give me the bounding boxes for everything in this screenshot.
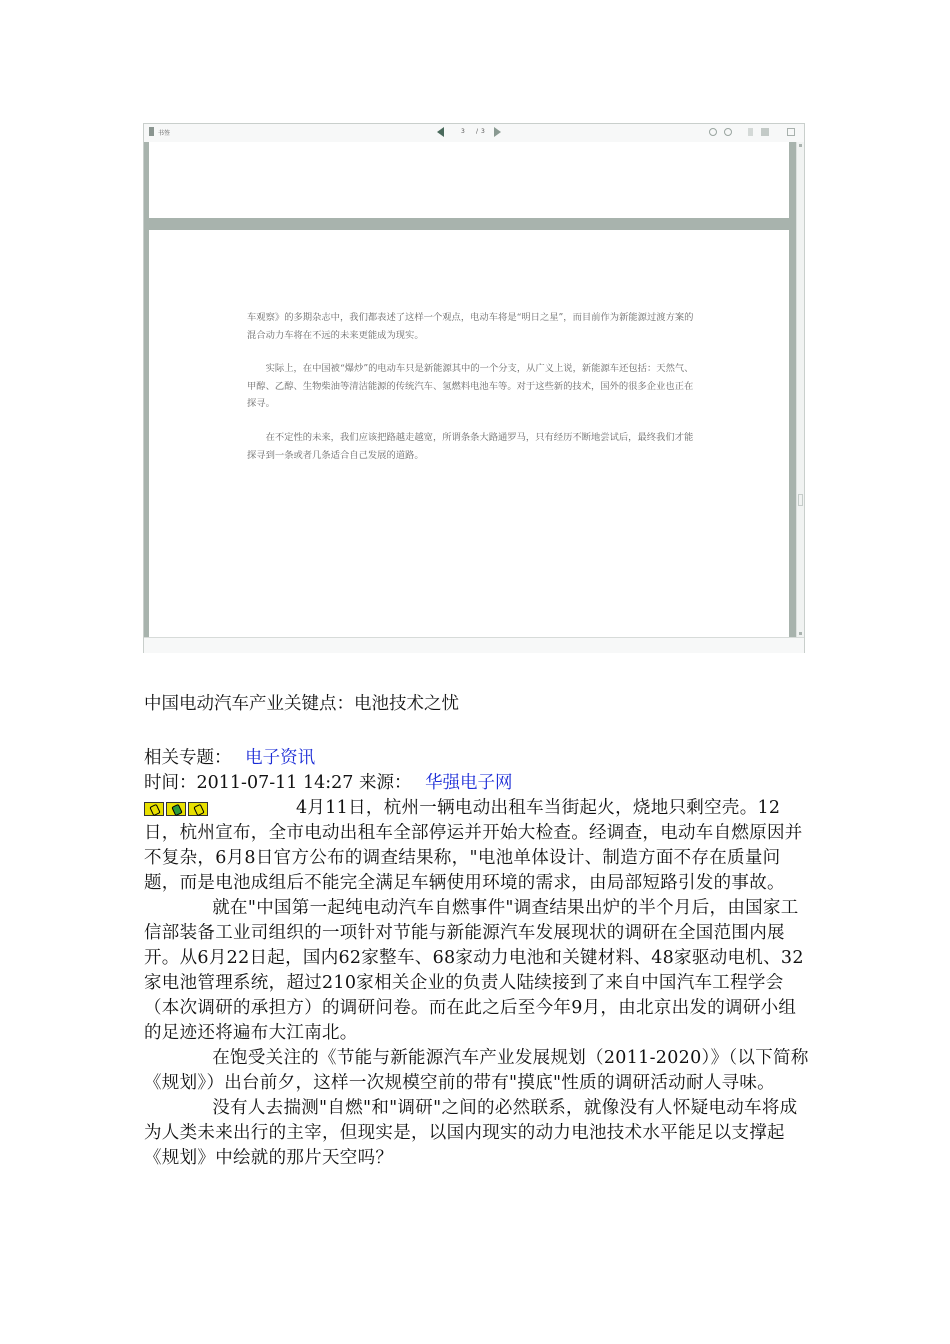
page-divider xyxy=(144,218,796,230)
scroll-thumb[interactable] xyxy=(798,494,803,506)
time-value: 2011-07-11 14:27 xyxy=(196,773,354,793)
prev-page-icon[interactable] xyxy=(437,127,444,137)
article-title: 中国电动汽车产业关键点：电池技术之忧 xyxy=(144,694,459,714)
page-text-block xyxy=(247,309,699,344)
total-pages: 3 xyxy=(481,128,485,135)
action-icons xyxy=(144,796,210,821)
topic-label: 相关专题： xyxy=(144,748,232,768)
page-paragraph-3: 在不定性的未来，我们应该把路越走越宽，所谓条条大路通罗马，只有经历不断地尝试后，最终我们才能探寻到一条或者几条适合自己发展的道路。 xyxy=(247,432,694,461)
article-paragraph: 在饱受关注的《节能与新能源汽车产业发展规划（2011-2020）》（以下简称《规划》）出台前夕，这样一次规模空前的带有"摸底"性质的调研活动耐人寻味。 xyxy=(144,1048,809,1093)
reader-toolbar xyxy=(144,124,804,143)
reader-canvas xyxy=(144,142,804,637)
current-page-view xyxy=(149,230,789,637)
article-paragraph xyxy=(144,796,809,896)
canvas-margin-right xyxy=(789,142,796,637)
bookmark-icon[interactable] xyxy=(149,127,154,136)
fullscreen-icon[interactable] xyxy=(787,128,795,136)
page-separator: / xyxy=(476,128,479,135)
vertical-scrollbar[interactable] xyxy=(796,142,804,637)
page-paragraph-2: 实际上，在中国被“爆炒”的电动车只是新能源其中的一个分支，从广义上说，新能源车还包括：天然气、甲醇、乙醇、生物柴油等清洁能源的传统汽车、氢燃料电池车等。对于这些新的技术，国外的很多企业也正在探寻。 xyxy=(247,363,694,409)
page-text-block xyxy=(247,429,699,464)
bookmark-label[interactable]: 书签 xyxy=(158,130,171,137)
topic-row xyxy=(144,746,809,771)
source-link[interactable]: 华强电子网 xyxy=(425,773,513,793)
scroll-down-icon[interactable] xyxy=(799,632,802,635)
scroll-up-icon[interactable] xyxy=(799,144,802,147)
meta-row xyxy=(144,771,809,796)
next-page-icon[interactable] xyxy=(494,127,501,137)
reader-statusbar xyxy=(144,637,804,653)
double-page-icon[interactable] xyxy=(761,128,769,136)
reader-viewer xyxy=(143,123,805,653)
previous-page xyxy=(149,142,789,218)
article-paragraph: 没有人去揣测"自燃"和"调研"之间的必然联系，就像没有人怀疑电动车将成为人类未来出行的主宰，但现实是，以国内现实的动力电池技术水平能足以支撑起《规划》中绘就的那片天空吗？ xyxy=(144,1098,798,1168)
forward-icon[interactable] xyxy=(166,802,186,816)
article xyxy=(144,692,809,1171)
edit-icon[interactable] xyxy=(188,802,208,816)
source-label: 来源： xyxy=(358,773,412,793)
current-page[interactable]: 3 xyxy=(461,128,465,135)
time-label: 时间： xyxy=(144,773,197,793)
first-paragraph-text: 4月11日，杭州一辆电动出租车当街起火，烧地只剩空壳。12日，杭州宣布，全市电动出租车全部停运并开始大检查。经调查，电动车自燃原因并不复杂，6月8日官方公布的调查结果称，"电池单体设计、制造方面不存在质量问题，而是电池成组后不能完全满足车辆使用环境的需求，由局部短路引发的事故。 xyxy=(144,798,803,893)
edit-icon[interactable] xyxy=(144,802,164,816)
article-paragraph: 就在"中国第一起纯电动汽车自燃事件"调查结果出炉的半个月后，由国家工信部装备工业司组织的一项针对节能与新能源汽车发展现状的调研在全国范围内展开。从6月22日起，国内62家整车、68家动力电池和关键材料、48家驱动电机、32家电池管理系统，超过210家相关企业的负责人陆续接到了来自中国汽车工程学会（本次调研的承担方）的调研问卷。而在此之后至今年9月，由北京出发的调研小组的足迹还将遍布大江南北。 xyxy=(144,898,804,1043)
single-page-icon[interactable] xyxy=(748,128,753,136)
page-paragraph-1: 车观察》的多期杂志中，我们都表述了这样一个观点，电动车将是“明日之星”，而目前作为新能源过渡方案的混合动力车将在不远的未来更能成为现实。 xyxy=(247,312,694,341)
zoom-out-icon[interactable] xyxy=(724,128,732,136)
zoom-in-icon[interactable] xyxy=(709,128,717,136)
topic-link[interactable]: 电子资讯 xyxy=(245,748,316,768)
page-text-block xyxy=(247,360,699,413)
